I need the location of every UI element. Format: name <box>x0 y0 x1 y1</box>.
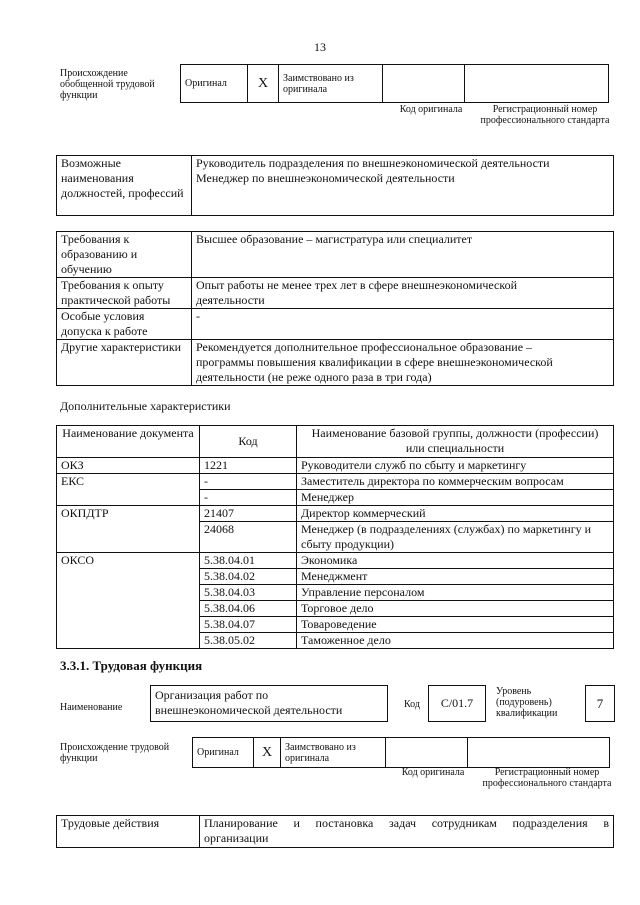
row-code: 5.38.04.07 <box>200 617 297 633</box>
col-header-name: Наименование базовой группы, должности (профессии) или специальности <box>297 426 614 458</box>
row-code: 21407 <box>200 506 297 522</box>
table-row <box>57 506 614 522</box>
table-row <box>57 474 614 490</box>
req-value-other: Рекомендуется дополнительное профессиональное образование – программы повышения квалификации в сфере внешнеэкономической деятельности (не реже одного раза в три года) <box>192 340 614 386</box>
reg-number-cell <box>468 738 610 768</box>
table-row <box>57 553 614 569</box>
qualification-level-value: 7 <box>585 685 615 722</box>
position-item: Руководитель подразделения по внешнеэкономической деятельности <box>196 156 550 170</box>
origin-function-label: Происхождение трудовой функции <box>60 742 170 764</box>
row-name: Товароведение <box>297 617 614 633</box>
req-label-other: Другие характеристики <box>57 340 192 386</box>
row-code: 5.38.05.02 <box>200 633 297 649</box>
original-code-cell <box>383 65 465 103</box>
req-value-experience: Опыт работы не менее трех лет в сфере внешнеэкономической деятельности <box>192 278 614 309</box>
original-cell: Оригинал <box>193 738 254 768</box>
col-header-code: Код <box>200 426 297 458</box>
function-code-label: Код <box>404 699 420 710</box>
page-number: 13 <box>314 40 326 54</box>
origin-function-table <box>192 737 610 768</box>
req-label-experience: Требования к опыту практической работы <box>57 278 192 309</box>
row-code: 24068 <box>200 522 297 553</box>
row-doc: ОКЗ <box>57 458 200 474</box>
req-label-education: Требования к образованию и обучению <box>57 232 192 278</box>
position-item: Менеджер по внешнеэкономической деятельности <box>196 171 455 185</box>
req-label-admission: Особые условия допуска к работе <box>57 309 192 340</box>
function-name-value: Организация работ по внешнеэкономической деятельности <box>150 685 388 722</box>
function-code-value: C/01.7 <box>428 685 486 722</box>
original-code-cell <box>386 738 468 768</box>
reg-number-cell <box>465 65 609 103</box>
function-name-label: Наименование <box>60 702 123 713</box>
positions-table <box>56 155 614 216</box>
row-doc: ЕКС <box>57 474 200 506</box>
requirements-table <box>56 231 614 386</box>
borrowed-cell: Заимствовано из оригинала <box>281 738 386 768</box>
positions-label: Возможные наименования должностей, профессий <box>57 156 192 216</box>
original-code-label: Код оригинала <box>399 104 463 115</box>
row-name: Менеджер (в подразделениях (службах) по маркетингу и сбыту продукции) <box>297 522 614 553</box>
row-name: Заместитель директора по коммерческим вопросам <box>297 474 614 490</box>
row-code: 5.38.04.02 <box>200 569 297 585</box>
req-value-admission: - <box>192 309 614 340</box>
row-name: Менеджмент <box>297 569 614 585</box>
table-row <box>57 458 614 474</box>
origin-generalized-label: Происхождение обобщенной трудовой функции <box>60 68 155 101</box>
original-mark: X <box>254 738 281 768</box>
reg-number-label: Регистрационный номер профессионального стандарта <box>480 104 610 126</box>
row-name: Таможенное дело <box>297 633 614 649</box>
req-value-education: Высшее образование – магистратура или специалитет <box>192 232 614 278</box>
labor-actions-value <box>200 816 614 848</box>
row-name: Управление персоналом <box>297 585 614 601</box>
origin-generalized-table <box>180 64 609 103</box>
borrowed-cell: Заимствовано из оригинала <box>279 65 383 103</box>
row-code: - <box>200 474 297 490</box>
reg-number-label: Регистрационный номер профессионального стандарта <box>482 767 612 789</box>
additional-title: Дополнительные характеристики <box>60 399 231 413</box>
row-code: 1221 <box>200 458 297 474</box>
labor-action-line: Планирование и постановка задач сотрудникам подразделения в <box>204 816 609 830</box>
positions-values <box>192 156 614 216</box>
row-doc: ОКСО <box>57 553 200 649</box>
row-name: Менеджер <box>297 490 614 506</box>
col-header-document: Наименование документа <box>57 426 200 458</box>
labor-actions-table <box>56 815 614 848</box>
original-cell: Оригинал <box>181 65 248 103</box>
original-code-label: Код оригинала <box>401 767 465 778</box>
row-code: - <box>200 490 297 506</box>
row-doc: ОКПДТР <box>57 506 200 553</box>
additional-table <box>56 425 614 649</box>
labor-actions-label: Трудовые действия <box>57 816 200 848</box>
qualification-level-label: Уровень (подуровень) квалификации <box>496 686 558 719</box>
labor-action-line: организации <box>204 831 269 845</box>
row-code: 5.38.04.03 <box>200 585 297 601</box>
row-name: Директор коммерческий <box>297 506 614 522</box>
row-code: 5.38.04.01 <box>200 553 297 569</box>
row-code: 5.38.04.06 <box>200 601 297 617</box>
row-name: Торговое дело <box>297 601 614 617</box>
row-name: Экономика <box>297 553 614 569</box>
row-name: Руководители служб по сбыту и маркетингу <box>297 458 614 474</box>
original-mark: X <box>248 65 279 103</box>
section-title: 3.3.1. Трудовая функция <box>60 658 203 673</box>
